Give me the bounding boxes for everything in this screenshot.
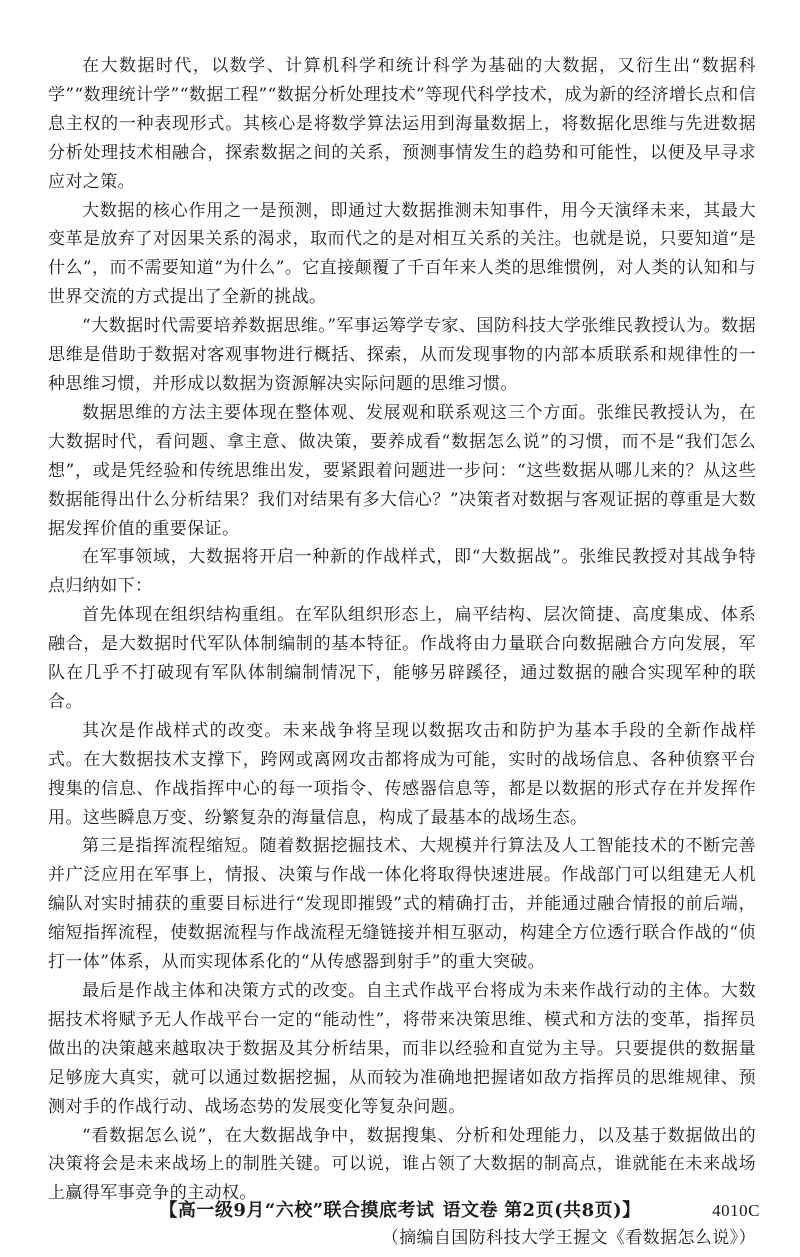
paragraph-10: “看数据怎么说”，在大数据战争中，数据搜集、分析和处理能力，以及基于数据做出的决策将会是未来战场上的制胜关键。可以说，谁占领了大数据的制高点，谁就能在未来战场上赢得军事竞争的主动权。	[48, 1125, 756, 1204]
footer-exam-code: 4010C	[712, 1201, 760, 1220]
footer-subject: 语文卷	[442, 1200, 499, 1221]
footer-exam-title: 【高一级9月“六校”联合摸底考试	[159, 1200, 435, 1221]
source-citation: （摘编自国防科技大学王握文《看数据怎么说》）	[381, 1228, 756, 1249]
paragraph-1: 在大数据时代，以数学、计算机科学和统计科学为基础的大数据，又衍生出“数据科学”“数理统计学”“数据工程”“数据分析处理技术”等现代科学技术，成为新的经济增长点和信息主权的一种表现形式。其核心是将数学算法运用到海量数据上，将数据化思维与先进数据分析处理技术相融合，探索数据之间的关系，预测事情发生的趋势和可能性，以便及早寻求应对之策。	[48, 56, 756, 192]
footer-page-info: 第2页(共8页)】	[504, 1200, 641, 1221]
paragraph-5: 在军事领域，大数据将开启一种新的作战样式，即“大数据战”。张维民教授对其战争特点归纳如下：	[48, 547, 756, 597]
footer-exam-info	[0, 1196, 800, 1226]
paragraph-3: “大数据时代需要培养数据思维。”军事运筹学专家、国防科技大学张维民教授认为。数据思维是借助于数据对客观事物进行概括、探索，从而发现事物的内部本质联系和规律性的一种思维习惯，并形成以数据为资源解决实际问题的思维习惯。	[48, 316, 756, 394]
paragraph-2: 大数据的核心作用之一是预测，即通过大数据推测未知事件，用今天演绎未来，其最大变革是放弃了对因果关系的渴求，取而代之的是对相互关系的关注。也就是说，只要知道“是什么”，而不需要知道“为什么”。它直接颠覆了千百年来人类的思维惯例，对人类的认知和与世界交流的方式提出了全新的挑战。	[48, 200, 756, 308]
paragraph-9: 最后是作战主体和决策方式的改变。自主式作战平台将成为未来作战行动的主体。大数据技术将赋予无人作战平台一定的“能动性”，将带来决策思维、模式和方法的变革，指挥员做出的决策越来越取决于数据及其分析结果，而非以经验和直觉为主导。只要提供的数据量足够庞大真实，就可以通过数据挖掘，从而较为准确地把握诸如敌方指挥员的思维规律、预测对手的作战行动、战场态势的发展变化等复杂问题。	[48, 981, 756, 1117]
paragraph-7: 其次是作战样式的改变。未来战争将呈现以数据攻击和防护为基本手段的全新作战样式。在大数据技术支撑下，跨网或离网攻击都将成为可能，实时的战场信息、各种侦察平台搜集的信息、作战指挥中心的每一项指令、传感器信息等，都是以数据的形式存在并发挥作用。这些瞬息万变、纷繁复杂的海量信息，构成了最基本的战场生态。	[48, 720, 756, 828]
paragraph-4: 数据思维的方法主要体现在整体观、发展观和联系观这三个方面。张维民教授认为，在大数据时代，看问题、拿主意、做决策，要养成看“数据怎么说”的习惯，而不是“我们怎么想”，或是凭经验和传统思维出发，要紧跟着问题进一步问：“这些数据从哪儿来的？从这些数据能得出什么分析结果？我们对结果有多大信心？”决策者对数据与客观证据的尊重是大数据发挥价值的重要保证。	[48, 402, 756, 539]
paragraph-6: 首先体现在组织结构重组。在军队组织形态上，扁平结构、层次简捷、高度集成、体系融合，是大数据时代军队体制编制的基本特征。作战将由力量联合向数据融合方向发展，军队在几乎不打破现有军队体制编制情况下，能够另辟蹊径，通过数据的融合实现军种的联合。	[48, 605, 756, 712]
article-body	[48, 52, 756, 1252]
page-footer	[0, 1196, 800, 1226]
paragraph-8: 第三是指挥流程缩短。随着数据挖掘技术、大规模并行算法及人工智能技术的不断完善并广泛应用在军事上，情报、决策与作战一体化将取得快速进展。作战部门可以组建无人机编队对实时捕获的重要目标进行“发现即摧毁”式的精确打击，并能通过融合情报的前后端，缩短指挥流程，使数据流程与作战流程无缝链接并相互驱动，构建全方位透行联合作战的“侦打一体”体系，从而实现体系化的“从传感器到射手”的重大突破。	[48, 836, 756, 973]
